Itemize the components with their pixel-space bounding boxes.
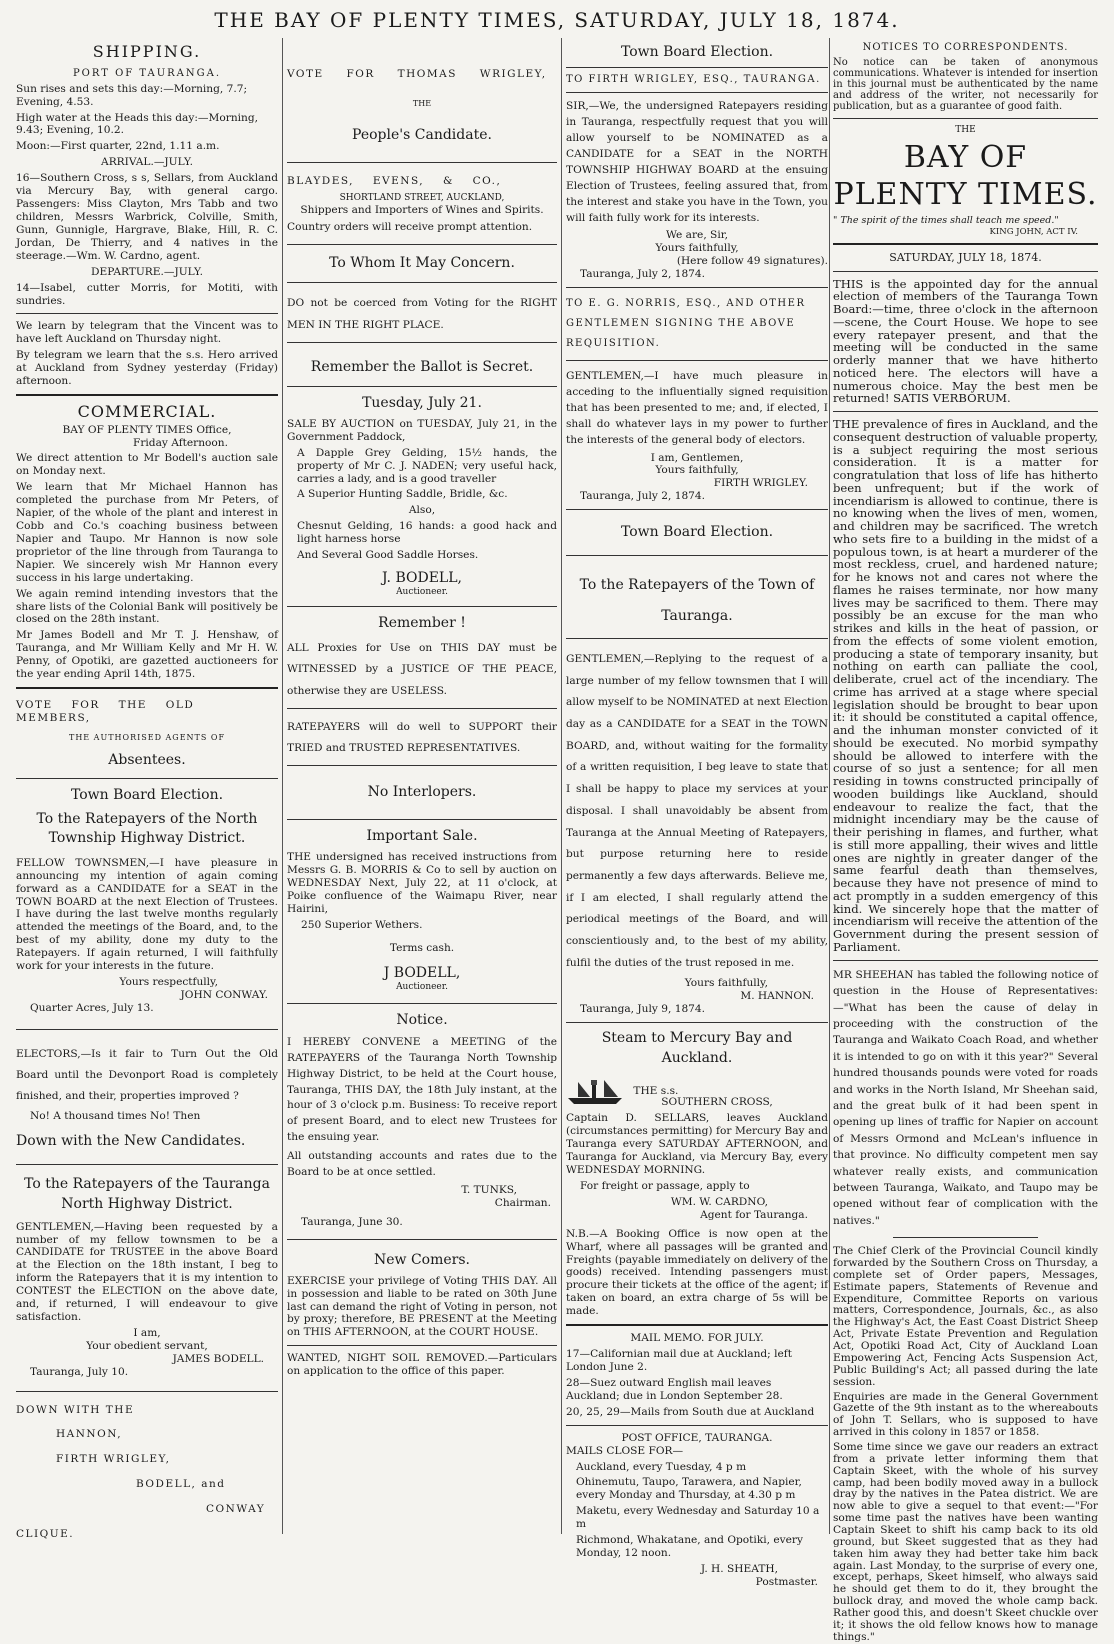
departure-head: DEPARTURE.—JULY. [90, 265, 203, 278]
requisition-body: SIR,—We, the undersigned Ratepayers residing in Tauranga, respectfully request that you will allow yourself to be NOMINATED as a CANDIDATE for a SEAT in the NORTH TOWNSHIP HIGHWAY BOARD at the ensuing Election of Trustees, feeling assured that, from the interest and stake you have in the Town, you will faith fully work for its interests. [566, 100, 828, 224]
divider [16, 687, 278, 689]
ballot: Remember the Ballot is Secret. [310, 358, 534, 375]
notice-body-2: All outstanding accounts and rates due to the Board to be at once settled. [287, 1150, 557, 1178]
electors-1: ELECTORS,—Is it fair to Turn Out the Old Board until the Devonport Road is completely finished, and their, properties improved ? [16, 1047, 278, 1103]
motto: " The spirit of the times shall teach me speed." [833, 215, 1059, 227]
divider [566, 638, 828, 639]
post-role: Postmaster. [755, 1575, 818, 1588]
reply-iam: I am, Gentlemen, [650, 451, 744, 464]
divider [566, 360, 828, 361]
ship-nb: N.B.—A Booking Office is now open at the Wharf, where all passages will be granted and Freights (payable immediately on delivery of the goods) received. Intending passengers must procure their tickets at the office of the agent; if taken on board, an extra charge of 5s will be made. [566, 1227, 828, 1318]
divider [833, 118, 1098, 119]
column-4 [833, 38, 1098, 1643]
post-head: MAILS CLOSE FOR— [566, 1444, 684, 1457]
divider [287, 606, 557, 607]
down-with: DOWN WITH THE [16, 1403, 135, 1416]
steam-title: Steam to Mercury Bay and Auckland. [601, 1030, 793, 1066]
electors-3: Down with the New Candidates. [16, 1133, 246, 1150]
requisition-date: Tauranga, July 2, 1874. [580, 268, 706, 281]
remember: Remember ! [378, 615, 466, 632]
reply-yours: Yours faithfully, [655, 464, 739, 477]
sale-5: Chesnut Gelding, 16 hands: a good hack and light harness horse [297, 520, 557, 546]
arrival-text: 16—Southern Cross, s s, Sellars, from Auckland via Mercury Bay, with general cargo. Passengers: Miss Clayton, Mrs Tabb and two children, Messrs Warbrick, Colville, Smith, Gunn, Gunnigle, Hargrave, Blake, Hill, R. C. Jordan, De Thierry, and 4 natives in the steerage.—Wm. W. Cardno, agent. [16, 172, 278, 262]
divider [893, 1237, 1038, 1238]
divider [833, 271, 1098, 272]
editorial-6: Some time since we gave our readers an extract from a private letter informing them that Captain Skeet, with the whole of his survey camp, had been bodily moved away in a bullock dray by the natives in the Patea district. We are now able to give a sequel to that event:—"For some time past the natives have been wanting Captain Skeet to shift his camp back to its old ground, but Skeet suggested that as they had taken him away they had better take him back again. Last Monday, to the surprise of every one, except, perhaps, Skeet himself, who always said he should get them to do it, they brought the bullock dray, and moved the whole camp back. Rather good this, and doesn't Skeet chuckle over it; it shows the old fellow knows how to manage things." [833, 1440, 1098, 1643]
commercial-para: We learn that Mr Michael Hannon has completed the purchase from Mr Peters, of Napier, of the whole of the plant and interest in Cobb and Co.'s coaching business between Napier and Taupo. Mr Hannon is now sole proprietor of the line through from Tauranga to Napier. We sincerely wish Mr Hannon every success in his large undertaking. [16, 481, 278, 584]
divider [833, 411, 1098, 412]
column-3 [566, 38, 828, 1588]
to-whom: To Whom It May Concern. [329, 255, 515, 272]
steamship-icon [566, 1076, 626, 1106]
divider [16, 778, 278, 779]
commercial-para: We again remind intending investors that the share lists of the Colonial Bank will positively be closed on the 28th instant. [16, 587, 278, 626]
commercial-para: We direct attention to Mr Bodell's auction sale on Monday next. [16, 452, 278, 478]
reply-body: GENTLEMEN,—I have much pleasure in acceding to the influentially signed requisition that has been presented to me; and, if elected, I shall do whatever lays in my power to further the interests of the general body of electors. [566, 370, 828, 446]
sale-role: Auctioneer. [396, 587, 448, 598]
shipping-title: SHIPPING. [92, 42, 202, 61]
telegram-1: We learn by telegram that the Vincent was to have left Auckland on Thursday night. [16, 320, 278, 346]
to-norris: TO E. G. NORRIS, ESQ., AND OTHER GENTLEMEN SIGNING THE ABOVE REQUISITION. [566, 298, 806, 350]
important-auctioneer: J BODELL, [383, 964, 461, 981]
to-town: To the Ratepayers of the Town of Tauranga. [579, 577, 815, 625]
conway-body: FELLOW TOWNSMEN,—I have pleasure in announcing my intention of again coming forward as a CANDIDATE for a SEAT in the TOWN BOARD at the next Election of Trustees. I have during the last twelve months regularly attended the meetings of the Board, and, to the best of my ability, done my duty to the Ratepayers. If again returned, I will faithfully work for your interests in the future. [16, 856, 278, 973]
important-role: Auctioneer. [396, 981, 448, 992]
requisition-sigs: (Here follow 49 signatures). [676, 255, 828, 268]
authorised-agents: THE AUTHORISED AGENTS OF [68, 732, 226, 742]
mail-2: 28—Suez outward English mail leaves Auckland; due in London September 28. [566, 1376, 783, 1402]
new-comers: New Comers. [374, 1251, 470, 1268]
motto-source: KING JOHN, ACT IV. [989, 226, 1078, 237]
conway-close: Yours respectfully, [119, 976, 218, 989]
requisition-yours: Yours faithfully, [655, 242, 739, 255]
bodell-iam: I am, [133, 1326, 161, 1339]
divider [287, 765, 557, 766]
hannon-yours: Yours faithfully, [684, 977, 768, 990]
important-body: THE undersigned has received instructions from Messrs G. B. MORRIS & Co to sell by auction on WEDNESDAY Next, July 22, at 11 o'clock, at Poike confluence of the Waimapu River, near Hairini, [287, 851, 557, 915]
column-1 [16, 38, 278, 1540]
to-firth: TO FIRTH WRIGLEY, ESQ., TAURANGA. [566, 74, 821, 86]
editorial-5: Enquiries are made in the General Government Gazette of the 9th instant as to the whereabouts of John T. Sellars, who is supposed to have arrived in this colony in 1857 or 1858. [833, 1390, 1098, 1439]
divider [287, 386, 557, 387]
exercise: EXERCISE your privilege of Voting THIS DAY. All in possession and liable to be rated on 30th June last can demand the right of Voting in person, not by proxy; therefore, BE PRESENT at the Meeting on THIS AFTERNOON, at the COURT HOUSE. [287, 1274, 557, 1339]
post-1: Auckland, every Tuesday, 4 p m [576, 1460, 747, 1473]
dateline: SATURDAY, JULY 18, 1874. [889, 251, 1042, 265]
commercial-title: COMMERCIAL. [77, 402, 217, 422]
divider [566, 92, 828, 93]
divider [566, 1324, 828, 1326]
divider [287, 342, 557, 343]
down-clique: CLIQUE. [16, 1527, 75, 1540]
port-title: PORT OF TAURANGA. [72, 67, 222, 79]
notice-title: Notice. [396, 1011, 448, 1028]
divider [16, 313, 278, 314]
post-title: POST OFFICE, TAURANGA. [621, 1431, 773, 1444]
ship-apply: For freight or passage, apply to [580, 1179, 750, 1192]
important-wethers: 250 Superior Wethers. [301, 918, 423, 931]
hannon-name: M. HANNON. [740, 990, 814, 1003]
ship-name: SOUTHERN CROSS, [661, 1096, 773, 1109]
departure-text: 14—Isabel, cutter Morris, for Motiti, with sundries. [16, 281, 278, 307]
post-4: Richmond, Whakatane, and Opotiki, every Monday, 12 noon. [576, 1534, 803, 1560]
sale-auctioneer: J. BODELL, [382, 570, 462, 587]
divider [566, 1425, 828, 1426]
absentees: Absentees. [108, 752, 186, 769]
divider [16, 1164, 278, 1165]
proxies: ALL Proxies for Use on THIS DAY must be WITNESSED by a JUSTICE OF THE PEACE, otherwise they are USELESS. [287, 642, 557, 697]
divider [287, 244, 557, 245]
conway-date: Quarter Acres, July 13. [30, 1001, 154, 1014]
bodell-name: JAMES BODELL. [172, 1352, 264, 1365]
reply-date: Tauranga, July 2, 1874. [580, 490, 706, 503]
divider [287, 708, 557, 709]
sun-line: Sun rises and sets this day:—Morning, 7.7; Evening, 4.53. [16, 82, 248, 108]
divider [833, 960, 1098, 961]
divider [287, 282, 557, 283]
mail-title: MAIL MEMO. FOR JULY. [630, 1332, 764, 1345]
mail-1: 17—Californian mail due at Auckland; left London June 2. [566, 1348, 792, 1373]
wrigley-candidate: People's Candidate. [352, 126, 492, 143]
bodell-close: Your obedient servant, [86, 1339, 208, 1352]
title-the: THE [955, 125, 976, 136]
divider [566, 555, 828, 556]
divider [287, 819, 557, 820]
notices-body: No notice can be taken of anonymous communications. Whatever is intended for insertion in this journal must be authenticated by the name and address of the writer, not necessarily for publication, but as a guarantee of good faith. [833, 57, 1098, 113]
blaydes-shippers: Shippers and Importers of Wines and Spirits. [300, 204, 544, 217]
post-3: Maketu, every Wednesday and Saturday 10 a m [576, 1505, 820, 1531]
down-conway: CONWAY [206, 1502, 266, 1515]
divider [16, 394, 278, 396]
important-terms: Terms cash. [389, 941, 455, 954]
arrival-head: ARRIVAL.—JULY. [101, 156, 193, 169]
commercial-date: Friday Afternoon. [133, 436, 228, 449]
vote-old-members: VOTE FOR THE OLD MEMBERS, [16, 699, 195, 724]
divider [287, 1239, 557, 1240]
telegram-2: By telegram we learn that the s.s. Hero arrived at Auckland from Sydney yesterday (Friday) afternoon. [16, 349, 278, 388]
paper-title: BAY OF PLENTY TIMES. [833, 140, 1098, 212]
night-soil: WANTED, NIGHT SOIL REMOVED.—Particulars on application to the office of this paper. [287, 1352, 557, 1378]
hannon-date: Tauranga, July 9, 1874. [580, 1003, 706, 1016]
post-2: Ohinemutu, Taupo, Tarawera, and Napier, every Monday and Thursday, at 4.30 p m [576, 1476, 802, 1502]
wrigley-vote: VOTE FOR THOMAS WRIGLEY, [287, 68, 547, 80]
editorial-1: THIS is the appointed day for the annual election of members of the Tauranga Town Board:—time, three o'clock in the afternoon—scene, the Court House. We hope to see every ratepayer present, and that the meeting will be conducted in the same orderly manner that we have hitherto noticed here. The electors will have a numerous choice. May the best men be returned! SATIS VERBORUM. [833, 276, 1098, 406]
interlopers: No Interlopers. [367, 784, 477, 801]
tuesday: Tuesday, July 21. [362, 394, 482, 411]
conway-name: JOHN CONWAY. [180, 989, 268, 1001]
down-hannon: HANNON, [56, 1428, 123, 1441]
bodell-date: Tauranga, July 10. [30, 1365, 129, 1378]
mail-3: 20, 25, 29—Mails from South due at Auckland [566, 1405, 815, 1418]
ship-body: Captain D. SELLARS, leaves Auckland (circumstances permitting) for Mercury Bay and Tauranga every SATURDAY AFTERNOON, and Tauranga for Auckland, via Mercury Bay, every WEDNESDAY MORNING. [566, 1112, 828, 1176]
divider [566, 67, 828, 68]
post-name: J. H. SHEATH, [700, 1562, 778, 1575]
notice-date: Tauranga, June 30. [301, 1215, 403, 1228]
notice-name: T. TUNKS, [461, 1183, 517, 1196]
notice-role: Chairman. [494, 1196, 551, 1209]
wrigley-the: THE [412, 98, 432, 108]
divider [566, 1022, 828, 1023]
ship-the: THE s.s. [633, 1085, 679, 1098]
bodell-to: To the Ratepayers of the Tauranga North Highway District. [24, 1176, 270, 1212]
blaydes-name: BLAYDES, EVENS, & CO., [287, 174, 502, 187]
reply-name: FIRTH WRIGLEY. [713, 477, 808, 490]
sale-2: A Dapple Grey Gelding, 15½ hands, the property of Mr C. J. NADEN; very useful hack, carries a lady, and is a good traveller [297, 446, 557, 485]
editorial-3: MR SHEEHAN has tabled the following notice of question in the House of Representatives:—"What has been the cause of delay in proceeding with the construction of the Tauranga and Waikato Coach Road, and whether it is intended to go on with it this year?" Several hundred thousands pounds were voted for roads and works in the North Island, Mr Sheehan said, and the great bulk of it had been spent in opening up lines of traffic for Napier on account of Messrs Ormond and McLean's influence in that province. No difficulty competent men say whatever really exists, and communication between Tauranga, Waikato, and Taupo may be opened without fear of complication with the natives." [833, 968, 1098, 1227]
blaydes-street: SHORTLAND STREET, AUCKLAND, [339, 193, 505, 204]
down-wrigley: FIRTH WRIGLEY, [56, 1453, 171, 1466]
divider [287, 162, 557, 163]
sale-3: A Superior Hunting Saddle, Bridle, &c. [297, 488, 508, 501]
town-board-title: Town Board Election. [620, 44, 774, 60]
bodell-body: GENTLEMEN,—Having been requested by a number of my fellow townsmen to be a CANDIDATE for TRUSTEE in the above Board at the Election on the 18th instant, I beg to inform the Ratepayers that it is my intention to CONTEST the ELECTION on the above date, and, if returned, I will endeavour to give satisfaction. [16, 1220, 278, 1324]
ship-agent-role: Agent for Tauranga. [700, 1208, 808, 1221]
blaydes-orders: Country orders will receive prompt attention. [287, 221, 533, 234]
divider [833, 243, 1098, 245]
masthead: THE BAY OF PLENTY TIMES, SATURDAY, JULY 18, 1874. [214, 8, 900, 32]
coerced: DO not be coerced from Voting for the RIGHT MEN IN THE RIGHT PLACE. [287, 297, 557, 331]
hannon-body: GENTLEMEN,—Replying to the request of a large number of my fellow townsmen that I will allow myself to be NOMINATED at next Election day as a CANDIDATE for a SEAT in the TOWN BOARD, and, without waiting for the formality of a written requisition, I beg leave to state that I shall be happy to place my services at your disposal. I shall unavoidably be absent from Tauranga at the Annual Meeting of Ratepayers, but purpose returning here to reside permanently a few days afterwards. Believe me, if I am elected, I shall regularly attend the periodical meetings of the Board, and will conscientiously and, to the best of my ability, fulfil the duties of the trust reposed in me. [566, 652, 828, 969]
town-board-to: To the Ratepayers of the North Township Highway District. [36, 810, 258, 847]
notices-title: NOTICES TO CORRESPONDENTS. [862, 42, 1069, 53]
moon-line: Moon:—First quarter, 22nd, 1.11 a.m. [16, 140, 220, 153]
divider [566, 287, 828, 288]
divider [16, 1029, 278, 1030]
notice-body: I HEREBY CONVENE a MEETING of the RATEPAYERS of the Tauranga North Township Highway District, to be held at the Court house, Tauranga, THIS DAY, the 18th July instant, at the hour of 3 o'clock p.m. Business: To receive report of present Board, and to elect new Trustees for the ensuing year. [287, 1035, 557, 1144]
divider [566, 509, 828, 510]
commercial-para: Mr James Bodell and Mr T. J. Henshaw, of Tauranga, and Mr William Kelly and Mr H. W. Penny, of Opotiki, are gazetted auctioneers for the year ending April 14th, 1875. [16, 629, 278, 681]
important-sale: Important Sale. [366, 828, 478, 845]
requisition-we: We are, Sir, [666, 229, 728, 242]
town-board-title: Town Board Election. [70, 786, 224, 803]
editorial-4: The Chief Clerk of the Provincial Council kindly forwarded by the Southern Cross on Thursday, a complete set of Order papers, Messages, Estimate papers, Statements of Revenue and Expenditure, Committee Reports on various matters, Correspondence, Journals, &c., as also the Highway's Act, the East Coast District Sheep Act, Private Estate Prevention and Regulation Act, Opotiki Road Act, City of Auckland Loan Empowering Act, Fencing Acts Suspension Act, Public Building's Act; all passed during the late session. [833, 1245, 1098, 1388]
water-line: High water at the Heads this day:—Morning, 9.43; Evening, 10.2. [16, 111, 258, 137]
divider [287, 1003, 557, 1004]
town-board-title-2: Town Board Election. [620, 524, 774, 541]
column-divider [282, 38, 283, 1534]
commercial-office: BAY OF PLENTY TIMES Office, [62, 423, 232, 436]
down-bodell: BODELL, and [136, 1478, 226, 1491]
editorial-2: THE prevalence of fires in Auckland, and the consequent destruction of valuable property, is a subject requiring the most serious consideration. It is a matter for congratulation that loss of life has hitherto been unfrequent; but if the work of incendiarism is allowed to continue, there is no knowing when the lives of men, women, and children may be sacrificed. The wretch who sets fire to a building in the midst of a populous town, is at heart a murderer of the most reckless, cruel, and hardened nature; for he knows not and cares not where the flames he raises terminate, nor how many lives may be sacrificed to them. There may possibly be an excuse for the man who strikes and kills in the heat of passion, or from the effects of some violent emotion, producing a state of temporary insanity, but nothing on earth can palliate the cool, deliberate, cruel act of the incendiary. The crime has arrived at a stage where special legislation should be brought to bear upon it: it should be constituted a capital offence, and the inhuman monster convicted of it should be executed. No morbid sympathy should be allowed to interfere with the course of so just a sentence; for all men residing in towns constructed principally of wooden buildings like Auckland, should endeavour to realize the fact, that the midnight incendiary may be the cause of their perishing in flames, and further, what is still more appalling, their wives and little ones are nightly in greater danger of the same fearful death than themselves, because they have not presence of mind to act promptly in a sudden emergency of this kind. We sincerely hope that the matter of incendiarism will receive the attention of the Government during the present session of Parliament. [833, 417, 1098, 954]
sale-1: SALE BY AUCTION on TUESDAY, July 21, in the Government Paddock, [287, 417, 557, 443]
electors-2: No! A thousand times No! Then [30, 1110, 201, 1123]
divider [16, 1391, 278, 1392]
ship-agent: WM. W. CARDNO, [670, 1195, 768, 1208]
column-divider [561, 38, 562, 1534]
divider [287, 1345, 557, 1346]
sale-4: Also, [408, 504, 436, 517]
column-divider [829, 38, 830, 1534]
ratepayers-support: RATEPAYERS will do well to SUPPORT their TRIED and TRUSTED REPRESENTATIVES. [287, 720, 557, 754]
column-2 [287, 38, 557, 1534]
sale-6: And Several Good Saddle Horses. [297, 549, 479, 562]
